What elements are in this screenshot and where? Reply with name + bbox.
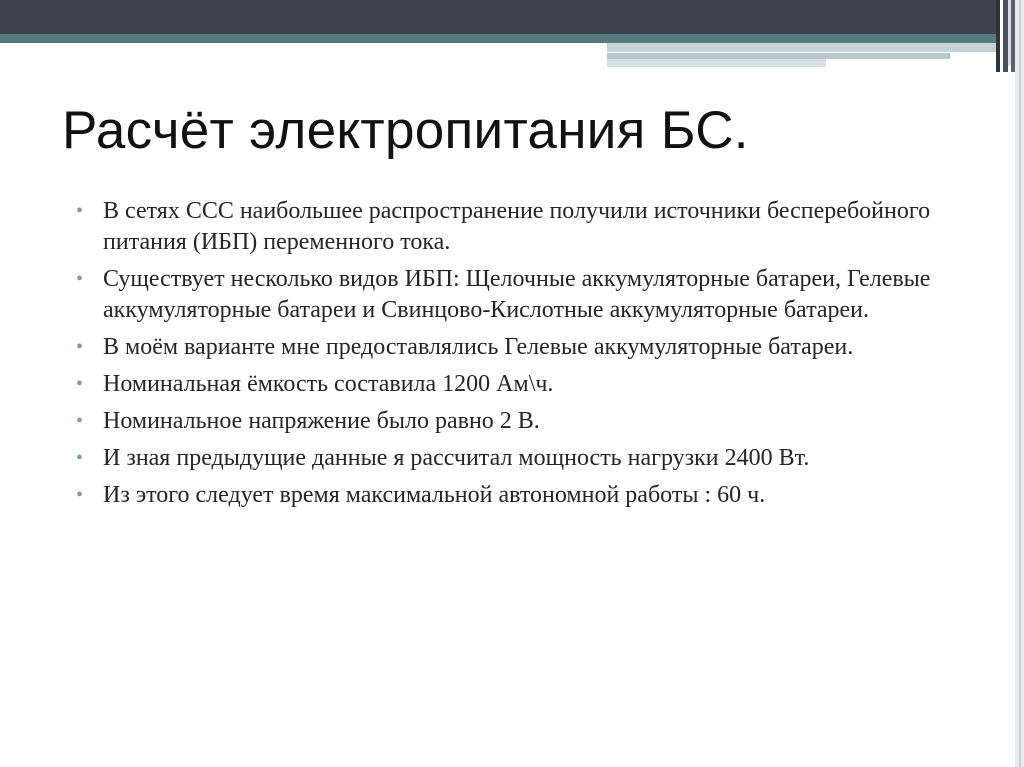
bullet-text: Существует несколько видов ИБП: Щелочные аккумуляторные батареи, Гелевые аккумуляторные батареи и Свинцово-Кислотные аккумуляторные батареи. <box>103 266 931 323</box>
bullet-dot-icon: • <box>76 410 84 432</box>
bullet-text: В моём варианте мне предоставлялись Гелевые аккумуляторные батареи. <box>103 334 854 360</box>
bullet-item <box>76 443 976 474</box>
bullet-dot-icon: • <box>76 200 84 222</box>
bullet-text: Номинальная ёмкость составила 1200 Ам\ч. <box>103 371 554 397</box>
edge-stripe <box>1019 0 1021 767</box>
bullet-list <box>76 196 976 517</box>
bullet-item <box>76 196 976 258</box>
bullet-text: В сетях ССС наибольшее распространение получили источники бесперебойного питания (ИБП) переменного тока. <box>103 198 931 255</box>
bullet-dot-icon: • <box>76 484 84 506</box>
bullet-text: Номинальное напряжение было равно 2 В. <box>103 408 540 434</box>
header-band-dark <box>0 0 1004 34</box>
bullet-item <box>76 264 976 326</box>
bullet-item <box>76 480 976 511</box>
bullet-dot-icon: • <box>76 268 84 290</box>
header-band-teal <box>0 34 1004 43</box>
header-band-light-3 <box>607 59 826 67</box>
bullet-dot-icon: • <box>76 373 84 395</box>
bullet-text: Из этого следует время максимальной автономной работы : 60 ч. <box>103 482 766 508</box>
slide-title: Расчёт электропитания БС. <box>62 101 749 160</box>
bullet-item <box>76 406 976 437</box>
bullet-dot-icon: • <box>76 336 84 358</box>
bullet-text: И зная предыдущие данные я рассчитал мощность нагрузки 2400 Вт. <box>103 445 810 471</box>
bullet-item <box>76 332 976 363</box>
bullet-dot-icon: • <box>76 447 84 469</box>
bullet-item <box>76 369 976 400</box>
